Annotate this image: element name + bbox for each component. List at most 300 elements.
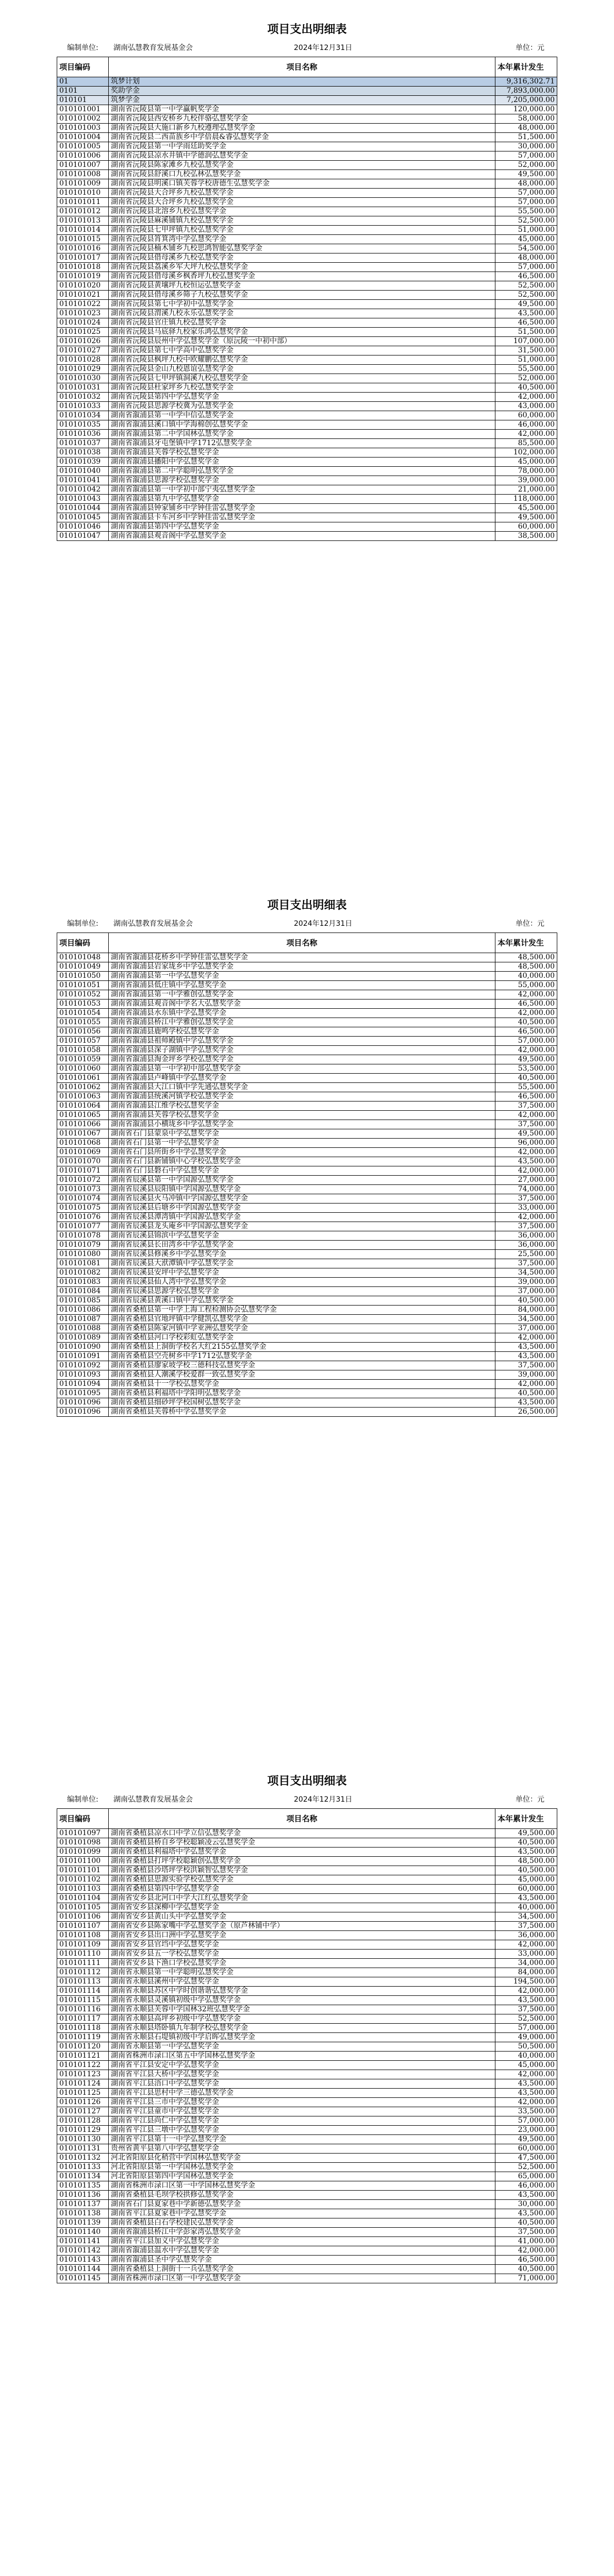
row-code: 010101133 <box>57 2163 109 2172</box>
row-code: 010101115 <box>57 1996 109 2005</box>
row-code: 010101102 <box>57 1875 109 1885</box>
row-name: 湖南省辰溪县大洑潭镇中学弘慧奖学金 <box>109 1259 495 1268</box>
table-row <box>57 291 557 300</box>
row-code: 010101060 <box>57 1064 109 1074</box>
row-amount: 7,893,000.00 <box>495 87 557 96</box>
row-code: 010101026 <box>57 337 109 346</box>
table-row <box>57 244 557 253</box>
row-name: 湖南省平江县童市中学弘慧奖学金 <box>109 2107 495 2116</box>
row-amount: 37,500.00 <box>495 1222 557 1231</box>
row-amount: 43,500.00 <box>495 1352 557 1361</box>
row-code: 010101029 <box>57 365 109 374</box>
row-amount: 42,000.00 <box>495 1333 557 1343</box>
table-row <box>57 1885 557 1894</box>
row-amount: 102,000.00 <box>495 448 557 457</box>
row-name: 湖南省沅陵县借母溪乡九校弘慧奖学金 <box>109 253 495 263</box>
row-amount: 40,500.00 <box>495 2218 557 2228</box>
row-amount: 43,500.00 <box>495 1157 557 1166</box>
row-code: 010101015 <box>57 235 109 244</box>
table-row <box>57 2079 557 2089</box>
table-row <box>57 420 557 430</box>
row-name: 湖南省沅陵县黄壤坪九校恒运弘慧奖学金 <box>109 281 495 291</box>
table-row <box>57 467 557 476</box>
table-row <box>57 1204 557 1213</box>
row-amount: 48,500.00 <box>495 1857 557 1866</box>
row-amount: 26,500.00 <box>495 1408 557 1417</box>
row-code: 010101095 <box>57 1389 109 1398</box>
row-name: 湖南省溆浦县淘金坪乡学校弘慧奖学金 <box>109 1055 495 1064</box>
row-code: 010101141 <box>57 2237 109 2246</box>
row-name: 湖南省永顺县溪州中学弘慧奖学金 <box>109 1977 495 1987</box>
row-amount: 74,000.00 <box>495 1185 557 1194</box>
row-code: 010101012 <box>57 207 109 216</box>
row-name: 湖南省辰溪县锦滨中学弘慧奖学金 <box>109 1231 495 1241</box>
row-name: 湖南省桑植县桥自乡学校聪颖凌云弘慧奖学金 <box>109 1838 495 1848</box>
row-amount: 30,000.00 <box>495 142 557 151</box>
table-row <box>57 1222 557 1231</box>
row-amount: 57,000.00 <box>495 263 557 272</box>
row-amount: 57,000.00 <box>495 2024 557 2033</box>
table-row <box>57 374 557 383</box>
row-code: 010101124 <box>57 2079 109 2089</box>
row-code: 010101144 <box>57 2265 109 2274</box>
row-amount: 49,500.00 <box>495 1129 557 1139</box>
table-row <box>57 1987 557 1996</box>
row-amount: 57,000.00 <box>495 189 557 198</box>
row-code: 010101078 <box>57 1231 109 1241</box>
header-row <box>57 933 557 953</box>
row-code: 010101129 <box>57 2126 109 2135</box>
row-name: 湖南省溆浦县第九中学弘慧奖学金 <box>109 495 495 504</box>
row-code: 010101049 <box>57 962 109 972</box>
row-code: 010101059 <box>57 1055 109 1064</box>
row-amount: 40,500.00 <box>495 1838 557 1848</box>
row-amount: 27,000.00 <box>495 1176 557 1185</box>
row-name: 湖南省沅陵县陈家滩乡九校弘慧奖学金 <box>109 161 495 170</box>
row-code: 010101104 <box>57 1894 109 1903</box>
row-amount: 48,500.00 <box>495 962 557 972</box>
table-row <box>57 1120 557 1129</box>
table-row <box>57 476 557 485</box>
row-code: 010101019 <box>57 272 109 281</box>
table-row <box>57 1940 557 1950</box>
row-amount: 37,000.00 <box>495 1324 557 1333</box>
table-row <box>57 1129 557 1139</box>
table-row <box>57 430 557 439</box>
row-amount: 57,000.00 <box>495 2116 557 2126</box>
row-amount: 42,000.00 <box>495 1009 557 1018</box>
row-amount: 84,000.00 <box>495 1968 557 1977</box>
row-amount: 9,316,302.71 <box>495 77 557 87</box>
table-row <box>57 96 557 105</box>
expense-table <box>57 1808 557 2283</box>
row-name: 湖南省辰溪县火马冲镇中学国源弘慧奖学金 <box>109 1194 495 1204</box>
row-amount: 51,000.00 <box>495 226 557 235</box>
row-amount: 41,000.00 <box>495 2237 557 2246</box>
row-amount: 78,000.00 <box>495 467 557 476</box>
table-row <box>57 1037 557 1046</box>
row-name: 湖南省辰溪县辰阳镇中学国源弘慧奖学金 <box>109 1185 495 1194</box>
row-amount: 52,500.00 <box>495 291 557 300</box>
table-row <box>57 972 557 981</box>
row-amount: 49,500.00 <box>495 170 557 179</box>
row-code: 010101094 <box>57 1380 109 1389</box>
table-row <box>57 495 557 504</box>
row-amount: 42,000.00 <box>495 1046 557 1055</box>
row-name: 湖南省溆浦县卡车河乡中学钟佳雷弘慧奖学金 <box>109 513 495 522</box>
row-amount: 43,000.00 <box>495 402 557 411</box>
row-name: 湖南省辰溪县龙头庵乡中学国源弘慧奖学金 <box>109 1222 495 1231</box>
row-amount: 34,000.00 <box>495 1959 557 1968</box>
row-code: 010101110 <box>57 1950 109 1959</box>
table-row <box>57 2209 557 2218</box>
row-amount: 46,500.00 <box>495 318 557 328</box>
row-amount: 43,500.00 <box>495 1894 557 1903</box>
table-row <box>57 1866 557 1875</box>
table-row <box>57 281 557 291</box>
table-row <box>57 1250 557 1259</box>
row-code: 010101101 <box>57 1866 109 1875</box>
row-name: 湖南省石门县蒙泉中学弘慧奖学金 <box>109 1129 495 1139</box>
row-amount: 39,000.00 <box>495 476 557 485</box>
table-row <box>57 522 557 532</box>
row-name: 河北省阳原县化稍营中学国林弘慧奖学金 <box>109 2154 495 2163</box>
row-amount: 47,500.00 <box>495 2154 557 2163</box>
table-row <box>57 1912 557 1922</box>
table-row <box>57 2116 557 2126</box>
row-code: 010101085 <box>57 1296 109 1306</box>
row-code: 010101008 <box>57 170 109 179</box>
row-name: 河北省阳原县第四中学国林弘慧奖学金 <box>109 2172 495 2181</box>
row-amount: 40,500.00 <box>495 383 557 393</box>
row-code: 010101099 <box>57 1848 109 1857</box>
row-amount: 57,000.00 <box>495 1037 557 1046</box>
expense-table <box>57 933 557 1417</box>
row-amount: 55,500.00 <box>495 365 557 374</box>
row-name: 湖南省沅陵县辰州中学弘慧奖学金（原沅陵一中初中部） <box>109 337 495 346</box>
table-row <box>57 161 557 170</box>
row-amount: 71,000.00 <box>495 2274 557 2283</box>
row-name: 湖南省桑植县河口学校彩虹弘慧奖学金 <box>109 1333 495 1343</box>
row-code: 010101086 <box>57 1306 109 1315</box>
row-name: 湖南省沅陵县麻溪铺镇九校弘慧奖学金 <box>109 216 495 226</box>
table-row <box>57 142 557 151</box>
row-code: 010101003 <box>57 124 109 133</box>
row-amount: 49,500.00 <box>495 1055 557 1064</box>
row-code: 010101050 <box>57 972 109 981</box>
row-code: 010101114 <box>57 1987 109 1996</box>
table-row <box>57 1166 557 1176</box>
row-code: 010101 <box>57 96 109 105</box>
row-code: 010101041 <box>57 476 109 485</box>
table-row <box>57 457 557 467</box>
org-label: 编制单位: <box>67 1795 98 1804</box>
row-amount: 37,500.00 <box>495 1120 557 1129</box>
row-amount: 37,500.00 <box>495 2228 557 2237</box>
row-amount: 42,000.00 <box>495 2070 557 2079</box>
row-amount: 33,000.00 <box>495 1950 557 1959</box>
row-amount: 46,500.00 <box>495 1027 557 1037</box>
table-row <box>57 2126 557 2135</box>
row-name: 湖南省沅陵县枫坪九校中欧耀鹏弘慧奖学金 <box>109 355 495 365</box>
row-amount: 52,000.00 <box>495 161 557 170</box>
row-amount: 46,500.00 <box>495 1092 557 1101</box>
row-name: 湖南省沅陵县舒溪口九校弘林弘慧奖学金 <box>109 170 495 179</box>
table-row <box>57 309 557 318</box>
row-amount: 42,000.00 <box>495 1940 557 1950</box>
row-name: 湖南省平江县夏家巷中学弘慧奖学金 <box>109 2209 495 2218</box>
row-amount: 43,500.00 <box>495 2089 557 2098</box>
row-name: 湖南省安乡县出口洲中学弘慧奖学金 <box>109 1931 495 1940</box>
row-code: 01 <box>57 77 109 87</box>
table-row <box>57 2265 557 2274</box>
row-name: 湖南省安乡县官垱中学弘慧奖学金 <box>109 1940 495 1950</box>
row-amount: 45,000.00 <box>495 2061 557 2070</box>
table-row <box>57 1018 557 1027</box>
table-row <box>57 124 557 133</box>
row-name: 湖南省永顺县第一中学聪明弘慧奖学金 <box>109 1968 495 1977</box>
row-amount: 38,500.00 <box>495 532 557 541</box>
row-amount: 55,000.00 <box>495 981 557 990</box>
row-name: 湖南省沅陵县官庄镇九校弘慧奖学金 <box>109 318 495 328</box>
table-row <box>57 1361 557 1370</box>
row-code: 010101080 <box>57 1250 109 1259</box>
row-code: 010101084 <box>57 1287 109 1296</box>
table-row <box>57 513 557 522</box>
expense-table <box>57 57 557 541</box>
row-name: 湖南省安乡县五一学校弘慧奖学金 <box>109 1950 495 1959</box>
table-row <box>57 448 557 457</box>
row-name: 湖南省辰溪县后塘乡中学国源弘慧奖学金 <box>109 1204 495 1213</box>
row-code: 010101058 <box>57 1046 109 1055</box>
row-name: 奖助学金 <box>109 87 495 96</box>
table-row <box>57 1370 557 1380</box>
row-name: 湖南省平江县尚仁中学弘慧奖学金 <box>109 2116 495 2126</box>
row-name: 湖南省石门县夏家巷中学新德弘慧奖学金 <box>109 2200 495 2209</box>
row-amount: 36,000.00 <box>495 1241 557 1250</box>
row-name: 湖南省桑植县白石学校建民弘慧奖学金 <box>109 2218 495 2228</box>
row-name: 湖南省桑植县毛坝学校拱修弘慧奖学金 <box>109 2191 495 2200</box>
row-name: 湖南省溆浦县第四中学弘慧奖学金 <box>109 522 495 532</box>
row-name: 贵州省黄平县第八中学弘慧奖学金 <box>109 2144 495 2154</box>
row-amount: 46,500.00 <box>495 2256 557 2265</box>
row-amount: 42,000.00 <box>495 1213 557 1222</box>
row-name: 湖南省沅陵县七甲坪镇九校弘慧奖学金 <box>109 226 495 235</box>
row-amount: 37,000.00 <box>495 1287 557 1296</box>
row-amount: 43,500.00 <box>495 2209 557 2218</box>
table-row <box>57 2070 557 2079</box>
row-name: 湖南省永顺县塔卧镇九年制学校弘慧奖学金 <box>109 2024 495 2033</box>
table-row <box>57 1241 557 1250</box>
table-row <box>57 272 557 281</box>
row-amount: 42,000.00 <box>495 1166 557 1176</box>
page-title: 项目支出明细表 <box>267 899 347 912</box>
row-name: 湖南省桑植县利福塔中学弘慧奖学金 <box>109 1848 495 1857</box>
table-row <box>57 1259 557 1268</box>
row-amount: 60,000.00 <box>495 2144 557 2154</box>
row-name: 湖南省平江县三市中学弘慧奖学金 <box>109 2098 495 2107</box>
row-name: 湖南省平江县浯口中学弘慧奖学金 <box>109 2079 495 2089</box>
row-name: 湖南省沅陵县凉水井镇中学德润弘慧奖学金 <box>109 151 495 161</box>
row-amount: 42,000.00 <box>495 990 557 999</box>
row-code: 010101098 <box>57 1838 109 1848</box>
row-name: 湖南省株洲市渌口区第一中学国林弘慧奖学金 <box>109 2181 495 2191</box>
table-row <box>57 1101 557 1111</box>
row-name: 湖南省桑植县细砂坪学校国树弘慧奖学金 <box>109 1398 495 1408</box>
row-code: 010101143 <box>57 2256 109 2265</box>
table-row <box>57 2246 557 2256</box>
row-code: 010101014 <box>57 226 109 235</box>
row-name: 筑梦计划 <box>109 77 495 87</box>
row-code: 010101093 <box>57 1370 109 1380</box>
row-name: 湖南省溆浦县大江口镇中学先通弘慧奖学金 <box>109 1083 495 1092</box>
row-amount: 60,000.00 <box>495 522 557 532</box>
row-amount: 30,000.00 <box>495 2200 557 2209</box>
row-code: 010101139 <box>57 2218 109 2228</box>
row-name: 湖南省桑植县第四中学弘慧奖学金 <box>109 1885 495 1894</box>
row-amount: 40,000.00 <box>495 2052 557 2061</box>
row-amount: 84,000.00 <box>495 1306 557 1315</box>
table-row <box>57 1333 557 1343</box>
row-code: 010101142 <box>57 2246 109 2256</box>
row-code: 010101024 <box>57 318 109 328</box>
row-name: 湖南省辰溪县仙人湾中学弘慧奖学金 <box>109 1278 495 1287</box>
row-name: 湖南省溆浦县统溪河镇学校弘慧奖学金 <box>109 1092 495 1101</box>
row-amount: 54,500.00 <box>495 244 557 253</box>
table-row <box>57 439 557 448</box>
row-name: 湖南省平江县大桥中学弘慧奖学金 <box>109 2070 495 2079</box>
row-amount: 33,000.00 <box>495 1204 557 1213</box>
row-code: 010101072 <box>57 1176 109 1185</box>
table-row <box>57 2107 557 2116</box>
row-code: 010101011 <box>57 198 109 207</box>
row-name: 湖南省辰溪县思源学校弘慧奖学金 <box>109 1287 495 1296</box>
row-name: 湖南省辰溪县长田湾乡中学弘慧奖学金 <box>109 1241 495 1250</box>
row-code: 010101077 <box>57 1222 109 1231</box>
row-amount: 34,500.00 <box>495 1315 557 1324</box>
row-name: 湖南省沅陵县第一中学雨廷助奖学金 <box>109 142 495 151</box>
table-row <box>57 1027 557 1037</box>
row-amount: 23,000.00 <box>495 2126 557 2135</box>
row-code: 010101039 <box>57 457 109 467</box>
org-label: 编制单位: <box>67 920 98 928</box>
row-amount: 43,500.00 <box>495 1343 557 1352</box>
table-row <box>57 2005 557 2014</box>
unit-label: 单位：元 <box>516 920 544 928</box>
row-name: 湖南省沅陵县借母溪乡筛子九校弘慧奖学金 <box>109 291 495 300</box>
row-code: 010101127 <box>57 2107 109 2116</box>
row-code: 010101067 <box>57 1129 109 1139</box>
row-amount: 51,000.00 <box>495 355 557 365</box>
table-row <box>57 1389 557 1398</box>
row-name: 湖南省桑植县官地坪镇中学健凯弘慧奖学金 <box>109 1315 495 1324</box>
table-row <box>57 532 557 541</box>
table-row <box>57 1922 557 1931</box>
table-row <box>57 216 557 226</box>
table-row <box>57 2144 557 2154</box>
row-name: 湖南省溆浦县江维学校弘慧奖学金 <box>109 1101 495 1111</box>
table-row <box>57 990 557 999</box>
row-name: 湖南省溆浦县观音阁中学名大弘慧奖学金 <box>109 999 495 1009</box>
row-code: 010101118 <box>57 2024 109 2033</box>
table-row <box>57 1903 557 1912</box>
row-code: 010101121 <box>57 2052 109 2061</box>
row-name: 湖南省溆浦县小横垅乡中学弘慧奖学金 <box>109 1120 495 1129</box>
row-name: 湖南省溆浦县牙屯堡镇中学1712弘慧奖学金 <box>109 439 495 448</box>
row-name: 湖南省沅陵县渭溪九校永乐弘慧奖学金 <box>109 309 495 318</box>
row-amount: 51,500.00 <box>495 133 557 142</box>
row-amount: 51,500.00 <box>495 328 557 337</box>
table-row <box>57 1074 557 1083</box>
row-amount: 96,000.00 <box>495 1139 557 1148</box>
row-code: 010101107 <box>57 1922 109 1931</box>
report-page <box>0 876 614 1747</box>
table-row <box>57 133 557 142</box>
row-amount: 46,000.00 <box>495 420 557 430</box>
row-code: 010101020 <box>57 281 109 291</box>
row-amount: 36,000.00 <box>495 1931 557 1940</box>
table-row <box>57 1315 557 1324</box>
row-code: 010101027 <box>57 346 109 355</box>
row-code: 010101061 <box>57 1074 109 1083</box>
table-row <box>57 1055 557 1064</box>
row-name: 湖南省沅陵县第四中学弘慧奖学金 <box>109 393 495 402</box>
row-amount: 34,500.00 <box>495 1268 557 1278</box>
row-name: 湖南省桑植县上洞街学校名大红2155弘慧奖学金 <box>109 1343 495 1352</box>
row-code: 010101097 <box>57 1829 109 1838</box>
row-code: 010101140 <box>57 2228 109 2237</box>
row-amount: 43,500.00 <box>495 309 557 318</box>
row-code: 010101119 <box>57 2033 109 2042</box>
table-row <box>57 226 557 235</box>
row-name: 湖南省永顺县苏区中学时创谐谐弘慧奖学金 <box>109 1987 495 1996</box>
row-name: 湖南省桑植县沙塔坪学校洪颖智弘慧奖学金 <box>109 1866 495 1875</box>
row-name: 湖南省株洲市渌口区第一中学弘慧奖学金 <box>109 2274 495 2283</box>
table-row <box>57 2089 557 2098</box>
row-code: 010101048 <box>57 953 109 962</box>
row-name: 湖南省桑植县十一学校弘慧奖学金 <box>109 1380 495 1389</box>
row-code: 010101010 <box>57 189 109 198</box>
org-name: 湖南弘慧教育发展基金会 <box>113 44 193 52</box>
row-amount: 7,205,000.00 <box>495 96 557 105</box>
row-amount: 58,000.00 <box>495 114 557 124</box>
page-title: 项目支出明细表 <box>267 23 347 36</box>
table-row <box>57 2191 557 2200</box>
row-name: 湖南省石门县磐石中学弘慧奖学金 <box>109 1166 495 1176</box>
row-name: 湖南省沅陵县楠木铺乡九校思鸿智能弘慧奖学金 <box>109 244 495 253</box>
table-row <box>57 1977 557 1987</box>
table-row <box>57 962 557 972</box>
row-name: 湖南省桑植县利福塔中学阳明弘慧奖学金 <box>109 1389 495 1398</box>
row-amount: 33,500.00 <box>495 2107 557 2116</box>
unit-label: 单位：元 <box>516 1795 544 1804</box>
row-name: 湖南省溆浦县卢峰镇中学弘慧奖学金 <box>109 1074 495 1083</box>
row-code: 010101017 <box>57 253 109 263</box>
row-code: 010101138 <box>57 2209 109 2218</box>
row-name: 湖南省桑植县上洞街十一兵弘慧奖学金 <box>109 2265 495 2274</box>
row-code: 010101134 <box>57 2172 109 2181</box>
row-amount: 48,500.00 <box>495 953 557 962</box>
row-code: 010101135 <box>57 2181 109 2191</box>
row-name: 湖南省溆浦县芙蓉学校弘慧奖学金 <box>109 448 495 457</box>
row-code: 010101073 <box>57 1185 109 1194</box>
row-code: 010101120 <box>57 2042 109 2052</box>
row-amount: 45,000.00 <box>495 1875 557 1885</box>
row-amount: 49,500.00 <box>495 1829 557 1838</box>
row-amount: 52,000.00 <box>495 374 557 383</box>
row-amount: 48,000.00 <box>495 124 557 133</box>
row-amount: 42,000.00 <box>495 1111 557 1120</box>
